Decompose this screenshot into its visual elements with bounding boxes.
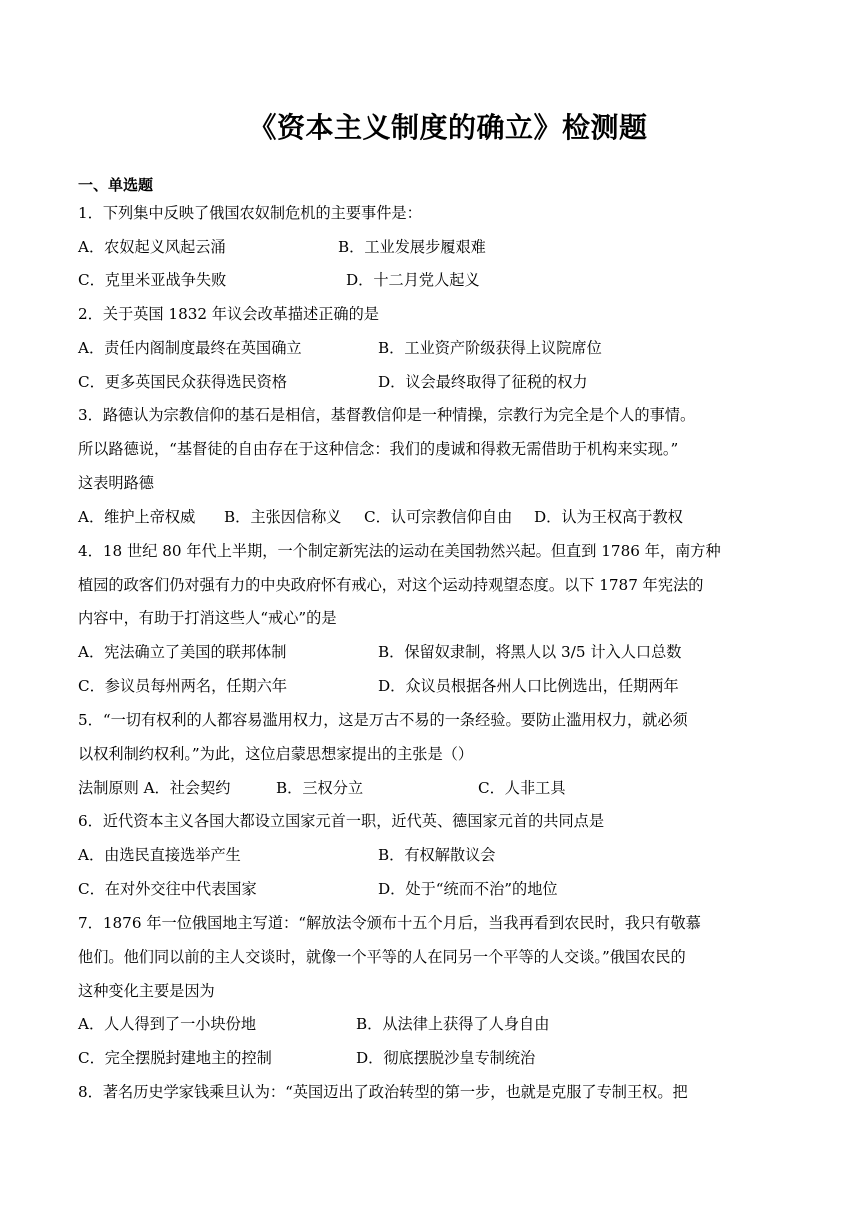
question-5-stem-line-2: 以权利制约权利。”为此，这位启蒙思想家提出的主张是（） <box>78 745 474 763</box>
question-3-option-c: C．认可宗教信仰自由 <box>364 508 513 526</box>
question-1-option-b: B．工业发展步履艰难 <box>338 238 486 256</box>
question-4-option-b: B．保留奴隶制，将黑人以 3/5 计入人口总数 <box>378 643 682 661</box>
question-1-stem: 1．下列集中反映了俄国农奴制危机的主要事件是： <box>78 204 422 222</box>
question-3-stem-line-1: 3．路德认为宗教信仰的基石是相信，基督教信仰是一种情操，宗教行为完全是个人的事情。 <box>78 406 696 424</box>
question-3-option-b: B．主张因信称义 <box>224 508 342 526</box>
question-4-stem-line-3: 内容中，有助于打消这些人“戒心”的是 <box>78 609 337 627</box>
question-7-stem-line-3: 这种变化主要是因为 <box>78 982 215 1000</box>
question-4-stem-line-2: 植园的政客们仍对强有力的中央政府怀有戒心，对这个运动持观望态度。以下 1787 年宪法的 <box>78 576 704 594</box>
question-6-option-a: A．由选民直接选举产生 <box>78 846 241 864</box>
question-5-option-a: 法制原则 A．社会契约 <box>78 779 231 797</box>
question-3-stem-line-2: 所以路德说，“基督徒的自由存在于这种信念：我们的虔诚和得救无需借助于机构来实现。” <box>78 440 679 458</box>
question-6-option-c: C．在对外交往中代表国家 <box>78 880 257 898</box>
document-title: 《资本主义制度的确立》检测题 <box>248 111 648 144</box>
question-7-option-b: B．从法律上获得了人身自由 <box>356 1015 550 1033</box>
question-7-stem-line-2: 他们。他们同以前的主人交谈时，就像一个平等的人在同另一个平等的人交谈。”俄国农民的 <box>78 948 686 966</box>
question-4-option-d: D．众议员根据各州人口比例选出，任期两年 <box>378 677 679 695</box>
question-5-option-b: B．三权分立 <box>276 779 364 797</box>
question-2-stem: 2．关于英国 1832 年议会改革描述正确的是 <box>78 305 379 323</box>
question-4-option-c: C．参议员每州两名，任期六年 <box>78 677 288 695</box>
question-6-option-d: D．处于“统而不治”的地位 <box>378 880 558 898</box>
question-2-option-d: D．议会最终取得了征税的权力 <box>378 373 588 391</box>
question-4-option-a: A．宪法确立了美国的联邦体制 <box>78 643 287 661</box>
section-heading: 一、单选题 <box>78 176 154 194</box>
question-6-stem: 6．近代资本主义各国大都设立国家元首一职，近代英、德国家元首的共同点是 <box>78 812 605 830</box>
question-6-option-b: B．有权解散议会 <box>378 846 496 864</box>
question-3-stem-line-3: 这表明路德 <box>78 474 154 492</box>
question-5-option-c: C．人非工具 <box>478 779 566 797</box>
question-1-option-d: D．十二月党人起义 <box>346 271 480 289</box>
question-7-option-c: C．完全摆脱封建地主的控制 <box>78 1049 272 1067</box>
question-3-option-a: A．维护上帝权威 <box>78 508 196 526</box>
question-5-stem-line-1: 5．“一切有权利的人都容易滥用权力，这是万古不易的一条经验。要防止滥用权力，就必须 <box>78 711 688 729</box>
question-4-stem-line-1: 4．18 世纪 80 年代上半期，一个制定新宪法的运动在美国勃然兴起。但直到 1786 年，南方种 <box>78 542 721 560</box>
question-2-option-a: A．责任内阁制度最终在英国确立 <box>78 339 302 357</box>
question-7-option-a: A．人人得到了一小块份地 <box>78 1015 257 1033</box>
question-3-option-d: D．认为王权高于教权 <box>534 508 683 526</box>
question-1-option-c: C．克里米亚战争失败 <box>78 271 227 289</box>
question-2-option-b: B．工业资产阶级获得上议院席位 <box>378 339 602 357</box>
question-2-option-c: C．更多英国民众获得选民资格 <box>78 373 288 391</box>
question-8-stem: 8．著名历史学家钱乘旦认为：“英国迈出了政治转型的第一步，也就是克服了专制王权。把 <box>78 1083 688 1101</box>
question-7-stem-line-1: 7．1876 年一位俄国地主写道：“解放法令颁布十五个月后，当我再看到农民时，我只有敬慕 <box>78 914 701 932</box>
question-7-option-d: D．彻底摆脱沙皇专制统治 <box>356 1049 536 1067</box>
question-1-option-a: A．农奴起义风起云涌 <box>78 238 226 256</box>
